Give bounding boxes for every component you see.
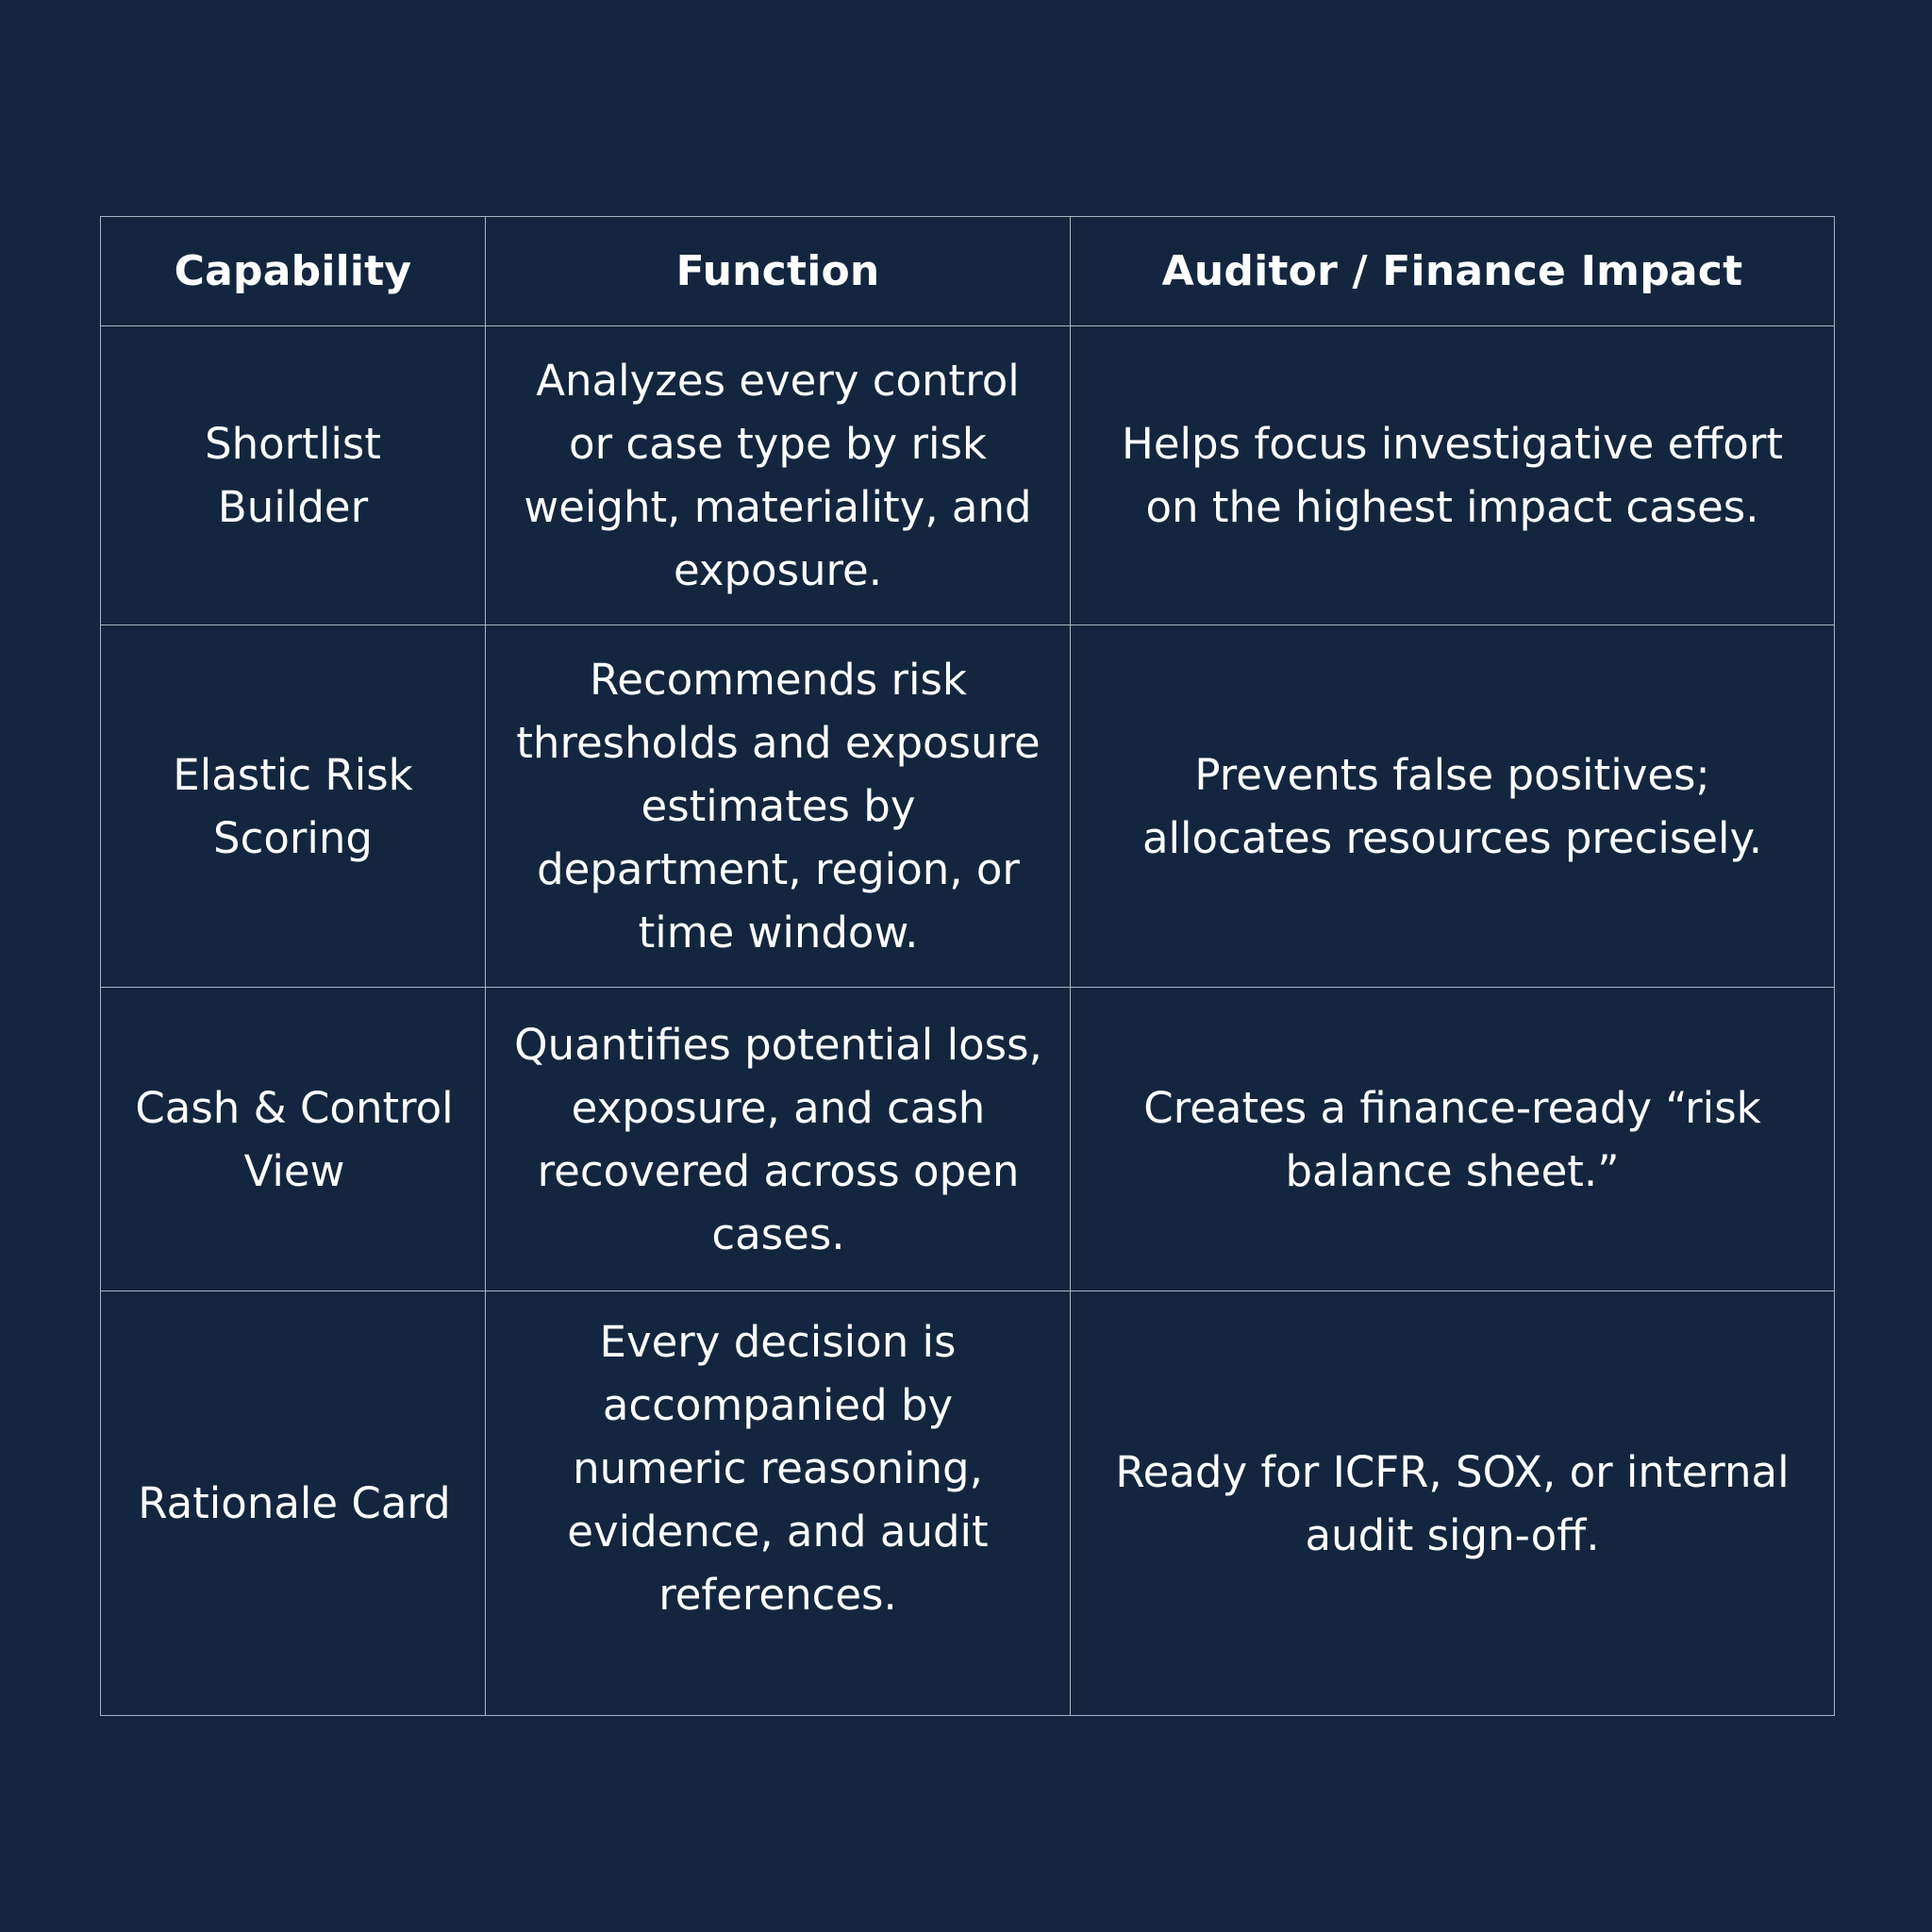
table-row <box>101 625 1835 988</box>
impact-cell <box>1071 326 1835 625</box>
table-row <box>101 988 1835 1291</box>
table-row <box>101 326 1835 625</box>
function-cell <box>486 1291 1071 1716</box>
function-text: Quantifies potential loss, exposure, and cash recovered across open cases. <box>514 1019 1042 1259</box>
capability-text: Elastic Risk Scoring <box>173 749 413 863</box>
capability-text: Cash & Control View <box>135 1082 454 1196</box>
function-text: Every decision is accompanied by numeric reasoning, evidence, and audit references. <box>567 1317 989 1620</box>
impact-text: Prevents false positives; allocates resources precisely. <box>1141 749 1763 863</box>
capability-text: Rationale Card <box>138 1478 451 1528</box>
table-header-row <box>101 217 1835 326</box>
impact-cell <box>1071 625 1835 988</box>
header-capability: Capability <box>101 217 486 326</box>
capability-text: Shortlist Builder <box>205 419 381 532</box>
function-text: Analyzes every control or case type by risk weight, materiality, and exposure. <box>524 356 1032 595</box>
impact-cell <box>1071 988 1835 1291</box>
capability-cell <box>101 1291 486 1716</box>
table-row <box>101 1291 1835 1716</box>
function-cell <box>486 326 1071 625</box>
capability-cell <box>101 625 486 988</box>
impact-cell <box>1071 1291 1835 1716</box>
function-cell <box>486 625 1071 988</box>
impact-text: Creates a finance-ready “risk balance sheet.” <box>1143 1082 1761 1196</box>
function-cell <box>486 988 1071 1291</box>
impact-text: Helps focus investigative effort on the highest impact cases. <box>1122 419 1783 532</box>
impact-text: Ready for ICFR, SOX, or internal audit sign-off. <box>1115 1446 1790 1560</box>
capability-table <box>100 216 1835 1716</box>
header-impact: Auditor / Finance Impact <box>1071 217 1835 326</box>
header-function: Function <box>486 217 1071 326</box>
capability-cell <box>101 988 486 1291</box>
capability-cell <box>101 326 486 625</box>
function-text: Recommends risk thresholds and exposure estimates by department, region, or time window. <box>516 655 1041 958</box>
